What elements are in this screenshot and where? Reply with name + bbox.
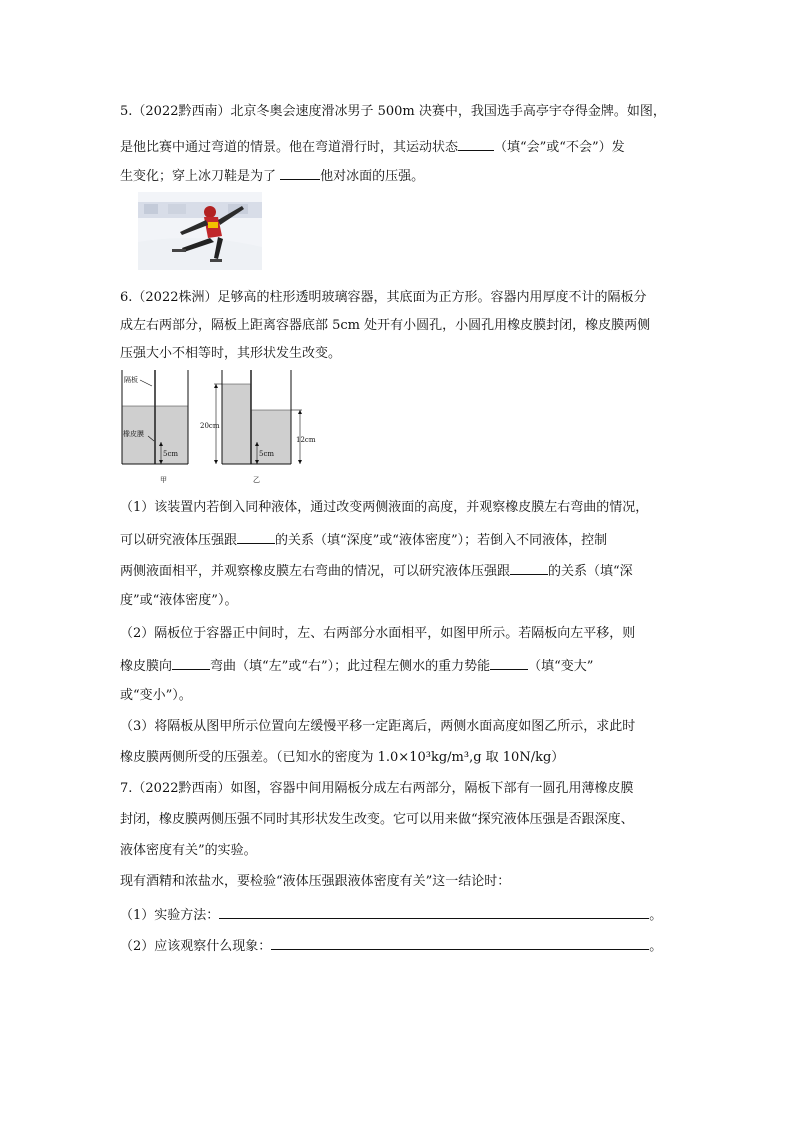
q5-line-2-tail: （填“会”或“不会”）发 (494, 140, 625, 155)
q7-item-1-end: 。 (649, 908, 663, 923)
q7-item-1-label: （1）实验方法： (120, 908, 220, 923)
q5-line-3-text-b: 他对冰面的压强。 (320, 169, 425, 184)
label-5cm-yi: 5cm (259, 450, 275, 458)
q7-item-2-end: 。 (649, 939, 663, 954)
q6-p3-line-2: 橡皮膜两侧所受的压强差。（已知水的密度为 1.0×10³kg/m³,g 取 10N/kg） (120, 750, 565, 765)
q6-p1-line-3 (120, 562, 680, 580)
q7-answer-line-1[interactable] (219, 906, 649, 919)
q5-line-3 (120, 167, 680, 185)
q6-p2-line-2-a: 橡皮膜向 (120, 659, 173, 674)
q6-p2-line-2-b: 弯曲（填“左”或“右”）；此过程左侧水的重力势能 (210, 659, 491, 674)
q7-item-1 (120, 906, 680, 924)
q6-line-1: 6.（2022株洲）足够高的柱形透明玻璃容器，其底面为正方形。容器内用厚度不计的隔板分 (120, 290, 647, 305)
q7-line-1: 7.（2022黔西南）如图，容器中间用隔板分成左右两部分，隔板下部有一圆孔用薄橡皮膜 (120, 781, 634, 796)
q5-blank-1[interactable] (458, 138, 494, 151)
label-20cm: 20cm (200, 422, 220, 430)
caption-jia: 甲 (160, 476, 167, 484)
q6-p1-line-2 (120, 531, 680, 549)
q6-line-3: 压强大小不相等时，其形状发生改变。 (120, 346, 342, 361)
label-membrane: 橡皮膜 (123, 430, 144, 438)
q7-item-2-label: （2）应该观察什么现象： (120, 939, 272, 954)
figure-yi (198, 370, 322, 492)
q5-blank-2[interactable] (280, 167, 320, 180)
q6-p2-line-1: （2）隔板位于容器正中间时，左、右两部分水面相平，如图甲所示。若隔板向左平移，则 (120, 626, 636, 641)
skater-photo (138, 192, 262, 270)
q6-p2-blank-1[interactable] (172, 657, 210, 670)
q6-p1-blank-2[interactable] (510, 562, 548, 575)
figure-jia (118, 370, 194, 492)
q6-p2-line-2 (120, 657, 680, 675)
q5-line-1: 5.（2022黔西南）北京冬奥会速度滑冰男子 500m 决赛中，我国选手高亭宇夺得金牌。如图， (120, 104, 666, 119)
q6-p1-line-1: （1）该装置内若倒入同种液体，通过改变两侧液面的高度，并观察橡皮膜左右弯曲的情况， (120, 500, 649, 515)
q6-p1-line-3-b: 的关系（填“深 (548, 564, 633, 579)
q6-p1-line-3-a: 两侧液面相平，并观察橡皮膜左右弯曲的情况，可以研究液体压强跟 (120, 564, 511, 579)
q6-p1-line-2-b: 的关系（填“深度”或“液体密度”）；若倒入不同液体，控制 (275, 533, 608, 548)
q6-p1-line-4: 度”或“液体密度”）。 (120, 593, 238, 608)
q5-line-2-text: 是他比赛中通过弯道的情景。他在弯道滑行时，其运动状态 (120, 140, 459, 155)
q6-p3-line-1: （3）将隔板从图甲所示位置向左缓慢平移一定距离后，两侧水面高度如图乙所示，求此时 (120, 719, 636, 734)
q7-line-3: 液体密度有关”的实验。 (120, 843, 257, 858)
label-12cm: 12cm (296, 436, 316, 444)
q6-p2-blank-2[interactable] (490, 657, 528, 670)
q6-p2-line-2-c: （填“变大” (528, 659, 594, 674)
label-5cm-jia: 5cm (163, 450, 179, 458)
q6-line-2: 成左右两部分，隔板上距离容器底部 5cm 处开有小圆孔，小圆孔用橡皮膜封闭，橡皮膜两侧 (120, 318, 651, 333)
q7-item-2 (120, 937, 680, 955)
q6-p1-blank-1[interactable] (237, 531, 275, 544)
caption-yi: 乙 (253, 476, 260, 484)
q6-p1-line-2-a: 可以研究液体压强跟 (120, 533, 238, 548)
q7-answer-line-2[interactable] (271, 937, 649, 950)
label-partition: 隔板 (124, 376, 138, 384)
q6-p2-line-3: 或“变小”）。 (120, 688, 192, 703)
q5-line-2 (120, 138, 680, 156)
q7-line-2: 封闭，橡皮膜两侧压强不同时其形状发生改变。它可以用来做“探究液体压强是否跟深度、 (120, 812, 634, 827)
q7-line-4: 现有酒精和浓盐水，要检验“液体压强跟液体密度有关”这一结论时： (120, 874, 511, 889)
q5-line-3-text-a: 生变化；穿上冰刀鞋是为了 (120, 169, 277, 184)
